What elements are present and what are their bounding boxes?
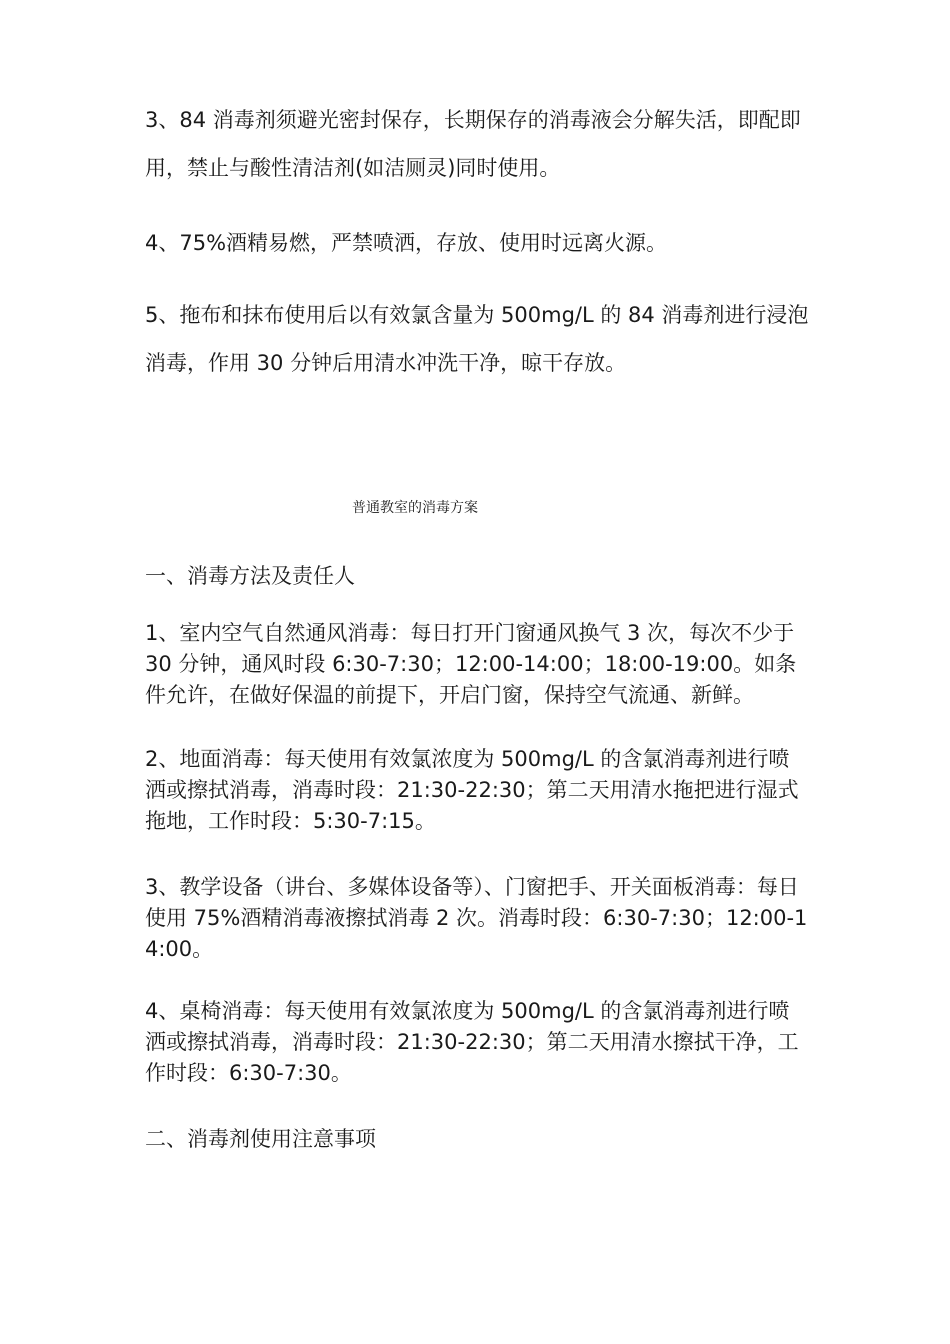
paragraph-item-4: 4、75%酒精易燃，严禁喷洒，存放、使用时远离火源。 xyxy=(145,231,668,255)
paragraph-item-5: 5、拖布和抹布使用后以有效氯含量为 500mg/L 的 84 消毒剂进行浸泡消毒，作用 30 分钟后用清水冲洗干净，晾干存放。 xyxy=(145,303,809,375)
section-heading-methods: 一、消毒方法及责任人 xyxy=(145,564,355,588)
page-title: 普通教室的消毒方案 xyxy=(352,500,478,516)
method-item-4: 4、桌椅消毒：每天使用有效氯浓度为 500mg/L 的含氯消毒剂进行喷洒或擦拭消毒，消毒时段：21:30-22:30；第二天用清水擦拭干净，工作时段：6:30-7:30。 xyxy=(145,999,799,1085)
paragraph-item-3: 3、84 消毒剂须避光密封保存，长期保存的消毒液会分解失活，即配即用，禁止与酸性清洁剂(如洁厕灵)同时使用。 xyxy=(145,108,801,180)
method-item-2: 2、地面消毒：每天使用有效氯浓度为 500mg/L 的含氯消毒剂进行喷洒或擦拭消毒，消毒时段：21:30-22:30；第二天用清水拖把进行湿式拖地，工作时段：5:30-7:15。 xyxy=(145,747,799,833)
section-heading-precautions: 二、消毒剂使用注意事项 xyxy=(145,1127,376,1151)
method-item-1: 1、室内空气自然通风消毒：每日打开门窗通风换气 3 次，每次不少于 30 分钟，通风时段 6:30-7:30；12:00-14:00；18:00-19:00。如条件允许，在做好保温的前提下，开启门窗，保持空气流通、新鲜。 xyxy=(145,621,797,707)
method-item-3: 3、教学设备（讲台、多媒体设备等）、门窗把手、开关面板消毒：每日使用 75%酒精消毒液擦拭消毒 2 次。消毒时段：6:30-7:30；12:00-14:00。 xyxy=(145,875,808,961)
